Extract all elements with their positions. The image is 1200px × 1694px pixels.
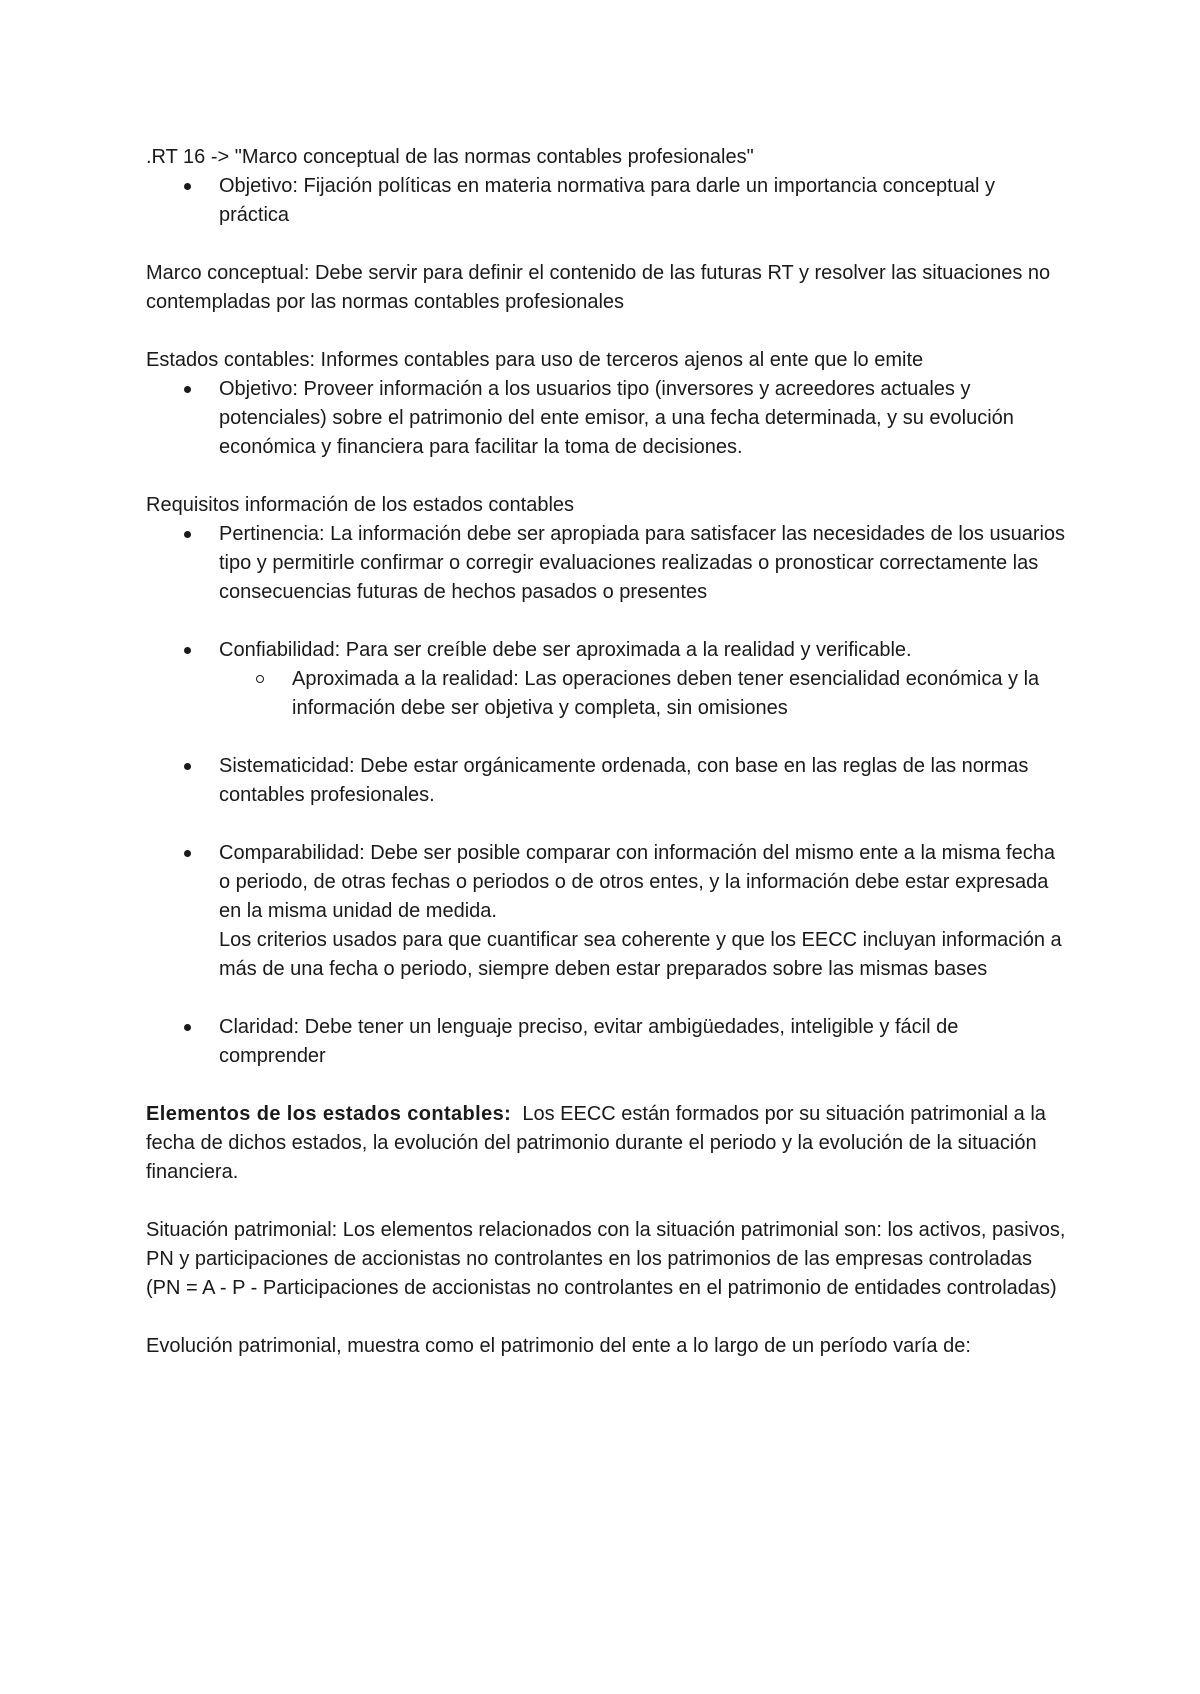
- requisitos-list-confiabilidad: [146, 636, 1066, 723]
- elementos-text: Los EECC están formados por su situación patrimonial a la fecha de dichos estados, la evolución del patrimonio durante el periodo y la evolución de la situación financiera.: [146, 1103, 1052, 1183]
- spacer: [146, 607, 1066, 636]
- spacer: [146, 230, 1066, 259]
- list-item-objetivo-rt16: Objetivo: Fijación políticas en materia normativa para darle un importancia conceptual y práctica: [146, 172, 1066, 230]
- requisitos-list-sistematicidad: [146, 752, 1066, 810]
- rt16-list: [146, 172, 1066, 230]
- list-item-pertinencia: Pertinencia: La información debe ser apropiada para satisfacer las necesidades de los usuarios tipo y permitirle confirmar o corregir evaluaciones realizadas o pronosticar correctamente las consecuencias futuras de hechos pasados o presentes: [146, 520, 1066, 607]
- paragraph-marco-conceptual: Marco conceptual: Debe servir para definir el contenido de las futuras RT y resolver las situaciones no contempladas por las normas contables profesionales: [146, 262, 1051, 313]
- spacer: [146, 462, 1066, 491]
- list-item-confiabilidad: Confiabilidad: Para ser creíble debe ser aproximada a la realidad y verificable.: [146, 636, 1066, 665]
- list-item-claridad: Claridad: Debe tener un lenguaje preciso, evitar ambigüedades, inteligible y fácil de comprender: [146, 1013, 1066, 1071]
- paragraph-situacion-patrimonial: Situación patrimonial: Los elementos relacionados con la situación patrimonial son: los activos, pasivos, PN y participaciones de accionistas no controlantes en los patrimonios de las empresas controladas (PN = A - P - Participaciones de accionistas no controlantes en el patrimonio de entidades controladas): [146, 1219, 1066, 1299]
- list-item-sistematicidad: Sistematicidad: Debe estar orgánicamente ordenada, con base en las reglas de las normas contables profesionales.: [146, 752, 1066, 810]
- spacer: [146, 723, 1066, 752]
- elementos-label: Elementos de los estados contables:: [146, 1103, 512, 1125]
- comparabilidad-extra-text: Los criterios usados para que cuantificar sea coherente y que los EECC incluyan información a más de una fecha o periodo, siempre deben estar preparados sobre las mismas bases: [219, 929, 1062, 980]
- paragraph-elementos: [146, 1100, 1066, 1187]
- paragraph-evolucion-patrimonial: Evolución patrimonial, muestra como el patrimonio del ente a lo largo de un período varía de:: [146, 1335, 971, 1357]
- spacer: [146, 1187, 1066, 1216]
- requisitos-list-claridad: [146, 1013, 1066, 1071]
- requisitos-list: [146, 520, 1066, 607]
- heading-requisitos: Requisitos información de los estados contables: [146, 494, 575, 516]
- requisitos-list-comparabilidad: [146, 839, 1066, 984]
- sublist-item-aproximada: Aproximada a la realidad: Las operaciones deben tener esencialidad económica y la información debe ser objetiva y completa, sin omisiones: [146, 665, 1066, 723]
- document-title: .RT 16 -> "Marco conceptual de las normas contables profesionales": [146, 146, 754, 168]
- heading-estados-contables: Estados contables: Informes contables para uso de terceros ajenos al ente que lo emite: [146, 349, 924, 371]
- spacer: [146, 317, 1066, 346]
- list-item-comparabilidad: [146, 839, 1066, 984]
- spacer: [146, 984, 1066, 1013]
- spacer: [146, 1303, 1066, 1332]
- spacer: [146, 1071, 1066, 1100]
- document-page: [146, 143, 1066, 1361]
- comparabilidad-text: Comparabilidad: Debe ser posible comparar con información del mismo ente a la misma fecha o periodo, de otras fechas o periodos o de otros entes, y la información debe estar expresada en la misma unidad de medida.: [219, 842, 1055, 922]
- estados-contables-list: [146, 375, 1066, 462]
- list-item-objetivo-estados: Objetivo: Proveer información a los usuarios tipo (inversores y acreedores actuales y potenciales) sobre el patrimonio del ente emisor, a una fecha determinada, y su evolución económica y financiera para facilitar la toma de decisiones.: [146, 375, 1066, 462]
- spacer: [146, 810, 1066, 839]
